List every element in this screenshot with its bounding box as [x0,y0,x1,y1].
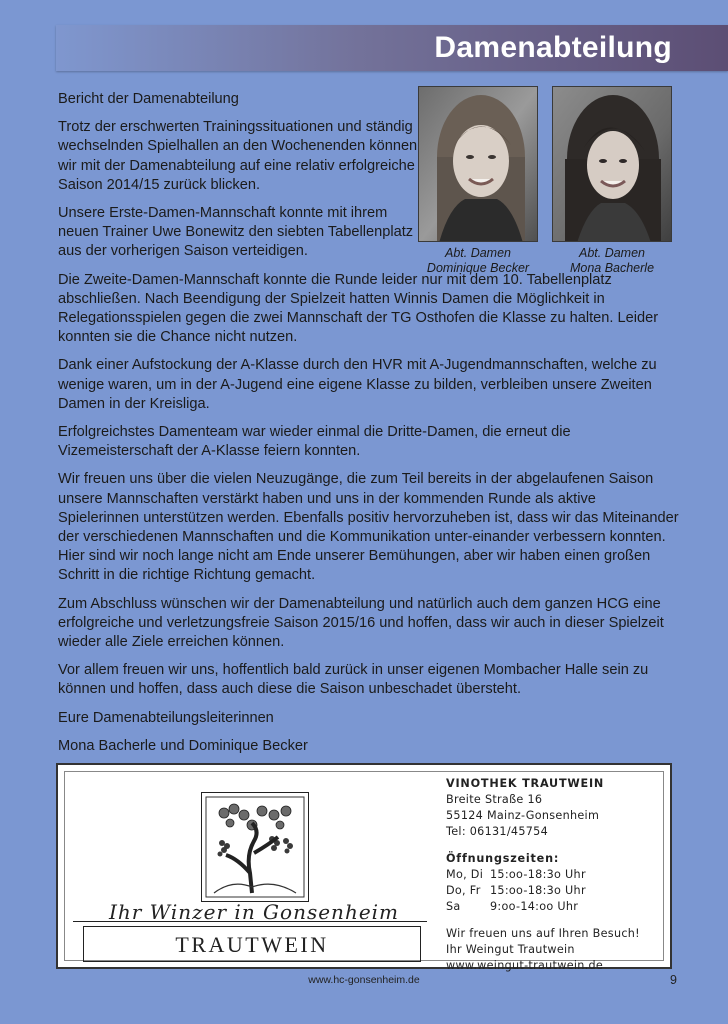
hours-row: Sa 9:oo-14:oo Uhr [446,900,579,913]
ad-frame [64,771,664,972]
ad-signature: Ihr Weingut Trautwein [446,943,575,956]
article-paragraph: Unsere Erste-Damen-Mannschaft konnte mit ihrem neuen Trainer Uwe Bonewitz den siebten Tabellenplatz aus der vorherigen Saison verteidigen. [58,205,414,260]
article-paragraph: Wir freuen uns über die vielen Neuzugänge, die zum Teil bereits in der abgelaufenen Saison unsere Mannschaften verstärkt haben und uns in der kommenden Runde als aktive Spielerinnen unterstützen werden. Ebenfalls positiv hervorzuheben ist, dass wir das Miteinander der verschiedenen Mannschaften und die Kommunikation unter-einander verbessern konnten. Hier sind wir noch lange nicht am Ende unserer Bemühungen, aber wir haben einen großen Schritt in die richtige Richtung gemacht. [58,471,679,584]
contact-block [446,776,666,974]
article-paragraph: Erfolgreichstes Damenteam war wieder einmal die Dritte-Damen, die erneut die Vizemeisterschaft der A-Klasse feiern konnten. [58,424,571,460]
winery-logo [71,778,431,963]
article-paragraph: Trotz der erschwerten Trainingssituationen und ständig wechselnden Spielhallen an den Wochenenden können wir mit der Damenabteilung auf eine relativ erfolgreiche Saison 2014/15 zurück blicken. [58,119,418,193]
footer-url: www.hc-gonsenheim.de [308,974,420,986]
company-name: VINOTHEK TRAUTWEIN [446,777,605,790]
winery-website: www.weingut-trautwein.de [446,959,604,972]
article-body [58,90,680,765]
ad-greeting: Wir freuen uns auf Ihren Besuch! [446,927,640,940]
divider [73,921,427,922]
phone-number: Tel: 06131/45754 [446,825,548,838]
article-paragraph: Vor allem freuen wir uns, hoffentlich bald zurück in unser eigenen Mombacher Halle sein zu können und hoffen, dass auch diese die Saison unbeschadet übersteht. [58,662,649,698]
article-lead [58,90,680,262]
brand-name: TRAUTWEIN [175,932,329,957]
hours-row: Do, Fr 15:oo-18:3o Uhr [446,884,586,897]
photo-caption-mona: Abt. Damen Mona Bacherle [569,246,655,275]
article-heading: Bericht der Damenabteilung [58,91,239,107]
street-address: Breite Straße 16 [446,793,543,806]
article-signoff: Eure Damenabteilungsleiterinnen [58,709,274,726]
page-title: Damenabteilung [434,31,672,64]
opening-hours-title: Öffnungszeiten: [446,852,560,865]
article-paragraph: Die Zweite-Damen-Mannschaft konnte die Runde leider nur mit dem 10. Tabellenplatz abschließen. Nach Beendigung der Spielzeit hatten Winnis Damen die Möglichkeit in Relegationsspielen gegen die zwei Mannschaft der TG Osthofen die Klasse zu halten. Leider konnten sie die Chance nicht nutzen. [58,271,659,346]
page-number: 9 [670,973,677,987]
winery-slogan: Ihr Winzer in Gonsenheim [108,900,400,924]
advertisement-trautwein [56,763,672,972]
hours-row: Mo, Di 15:oo-18:3o Uhr [446,868,586,881]
article-signature: Mona Bacherle und Dominique Becker [58,737,308,754]
photo-caption-dominique: Abt. Damen Dominique Becker [426,246,530,275]
grapevine-seal-icon [201,792,309,902]
city-address: 55124 Mainz-Gonsenheim [446,809,600,822]
article-paragraph: Dank einer Aufstockung der A-Klasse durch den HVR mit A-Jugendmannschaften, welche zu wenige waren, um in der A-Jugend eine eigene Klasse zu bilden, verbleiben unsere Zweiten Damen in der Kreisliga. [58,357,657,412]
brand-frame [83,926,421,962]
article-paragraph: Zum Abschluss wünschen wir der Damenabteilung und natürlich auch dem ganzen HCG eine erfolgreiche und verletzungsfreie Saison 2015/16 und hoffen, dass wir auch in dieser Spielzeit wieder alle Ziele erreichen können. [58,595,664,651]
